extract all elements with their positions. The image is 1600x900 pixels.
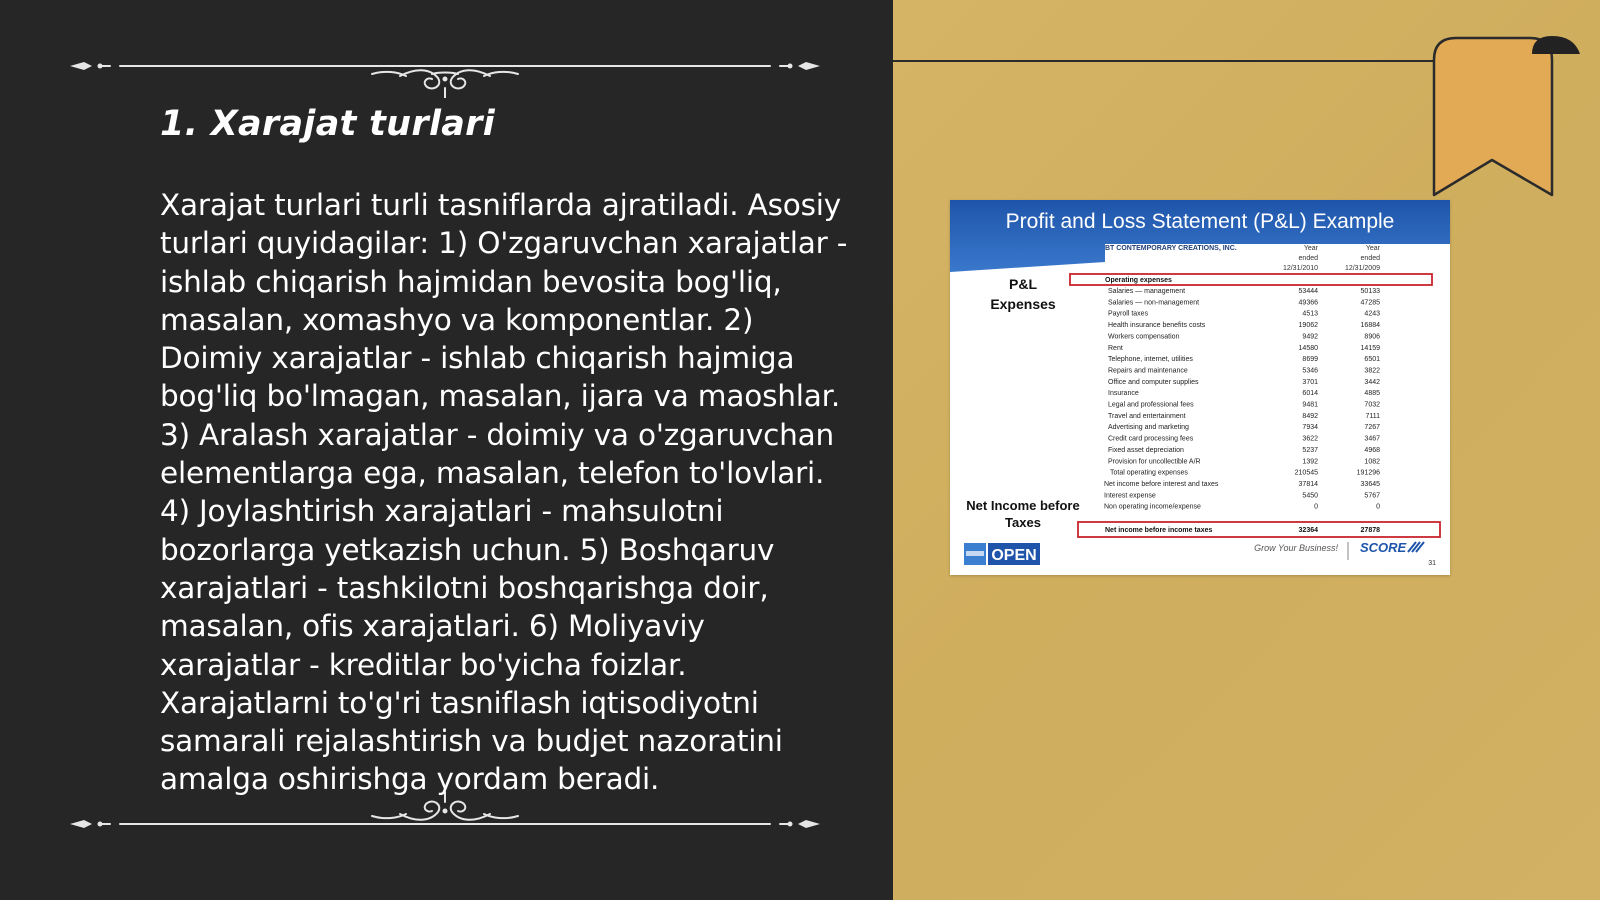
pl-row-value-2010: 5237	[1302, 446, 1318, 454]
slide-title: 1. Xarajat turlari	[160, 104, 496, 144]
right-divider-line	[893, 60, 1448, 62]
score-logo-icon	[1408, 542, 1424, 552]
pl-row-label: Workers compensation	[1108, 333, 1180, 341]
pl-row-label: Repairs and maintenance	[1108, 367, 1188, 375]
pl-row-value-2010: 1392	[1302, 458, 1318, 466]
pl-row-value-2010: 14580	[1298, 344, 1318, 352]
pl-row-value-2009: 16884	[1360, 322, 1380, 330]
pl-row-label: Salaries — non-management	[1108, 299, 1200, 307]
pl-row-value-2009: 14159	[1360, 344, 1380, 352]
pl-row-value-2010: 4513	[1302, 310, 1318, 318]
pl-row-label: Interest expense	[1104, 492, 1156, 500]
pl-statement-image	[950, 200, 1450, 575]
pl-row-label: Telephone, internet, utilities	[1108, 356, 1193, 364]
pl-side-label-expenses: Expenses	[990, 296, 1056, 312]
pl-col2-head-l3: 12/31/2009	[1344, 265, 1380, 272]
pl-side-label-net2: Taxes	[1005, 515, 1041, 530]
pl-row-value-2009: 7111	[1365, 412, 1380, 420]
pl-row-label: Insurance	[1108, 390, 1139, 398]
pl-side-label-net1: Net Income before	[966, 498, 1080, 513]
pl-row-label: Rent	[1108, 344, 1123, 352]
pl-row-value-2009: 7267	[1364, 424, 1380, 432]
pl-row-value-2009: 0	[1376, 503, 1380, 511]
pl-col1-head-l3: 12/31/2010	[1282, 265, 1318, 272]
pl-row-label: Credit card processing fees	[1108, 435, 1194, 443]
pl-row-value-2010: 3701	[1302, 378, 1318, 386]
pl-row-value-2010: 9492	[1302, 333, 1318, 341]
pl-col2-head-l2: ended	[1360, 255, 1380, 262]
pl-row-value-2009: 4243	[1364, 310, 1380, 318]
pl-side-label-pl: P&L	[1009, 276, 1037, 292]
pl-row-value-2009: 47285	[1360, 299, 1380, 307]
pl-row-value-2009: 4968	[1364, 446, 1380, 454]
pl-row-value-2010: 19062	[1298, 322, 1318, 330]
pl-row-value-2009: 3467	[1364, 435, 1380, 443]
pl-row-value-2010: 8699	[1302, 356, 1318, 364]
pl-net-row-label: Net income before income taxes	[1105, 527, 1213, 534]
pl-row-value-2009: 191296	[1356, 469, 1380, 477]
pl-col1-head-l1: Year	[1303, 245, 1318, 252]
pl-company-name: BT CONTEMPORARY CREATIONS, INC.	[1105, 245, 1237, 252]
pl-row-value-2010: 7934	[1302, 424, 1318, 432]
pl-row-value-2009: 3822	[1364, 367, 1380, 375]
pl-row-value-2010: 210545	[1294, 469, 1318, 477]
pl-row-value-2010: 53444	[1298, 288, 1318, 295]
pl-row-value-2009: 50133	[1360, 288, 1380, 295]
pl-row-label: Travel and entertainment	[1108, 412, 1186, 420]
pl-row-value-2010: 3622	[1302, 435, 1318, 443]
pl-net-row-v1: 32364	[1298, 527, 1318, 534]
score-logo-text: SCORE	[1360, 540, 1407, 555]
pl-col2-head-l1: Year	[1365, 245, 1380, 252]
pl-page-number: 31	[1428, 560, 1436, 567]
pl-row-value-2010: 49366	[1298, 299, 1318, 307]
pl-row-value-2010: 37814	[1298, 480, 1318, 488]
pl-row-label: Net income before interest and taxes	[1104, 480, 1219, 488]
pl-row-label: Advertising and marketing	[1108, 424, 1189, 432]
slide-body-text: Xarajat turlari turli tasniflarda ajratiladi. Asosiy turlari quyidagilar: 1) O'zgaruvchan xarajatlar - ishlab chiqarish hajmidan bevosita bog'liq, masalan, xomashyo va komponentlar. 2) Doimiy xarajatlar - ishlab chiqarish hajmiga bog'liq bo'lmagan, masalan, ijara va maoshlar. 3) Aralash xarajatlar - doimiy va o'zgaruvchan elementlarga ega, masalan, telefon to'lovlari. 4) Joylashtirish xarajatlari - mahsulotni bozorlarga yetkazish uchun. 5) Boshqaruv xarajatlari - tashkilotni boshqarishga doir, masalan, ofis xarajatlari. 6) Moliyaviy xarajatlar - kreditlar bo'yicha foizlar. Xarajatlarni to'g'ri tasniflash iqtisodiyotni samarali rejalashtirish va budjet nazoratini amalga oshirishga yordam beradi.	[160, 188, 848, 797]
pl-row-label: Payroll taxes	[1108, 310, 1149, 318]
pl-row-value-2009: 5767	[1364, 492, 1380, 500]
pl-row-label: Total operating expenses	[1110, 469, 1188, 477]
bookmark-ribbon-icon	[1430, 30, 1600, 205]
pl-row-value-2009: 8906	[1364, 333, 1380, 341]
pl-row-label: Provision for uncollectible A/R	[1108, 458, 1201, 466]
pl-row-value-2010: 5450	[1302, 492, 1318, 500]
pl-row-label: Non operating income/expense	[1104, 503, 1201, 511]
pl-net-row-v2: 27878	[1360, 527, 1380, 534]
pl-row-label: Fixed asset depreciation	[1108, 446, 1184, 454]
pl-row-value-2010: 9481	[1302, 401, 1318, 409]
pl-row-value-2010: 8492	[1302, 412, 1318, 420]
pl-heading: Profit and Loss Statement (P&L) Example	[1005, 210, 1395, 233]
pl-row-value-2009: 33645	[1360, 480, 1380, 488]
pl-row-label: Office and computer supplies	[1108, 378, 1199, 386]
pl-col1-head-l2: ended	[1298, 255, 1318, 262]
pl-row-label: Salaries — management	[1108, 288, 1186, 295]
pl-row-value-2009: 6501	[1364, 356, 1380, 364]
pl-row-label: Legal and professional fees	[1108, 401, 1194, 409]
pl-row-value-2009: 1082	[1364, 458, 1380, 466]
top-ornament-divider	[60, 48, 830, 98]
pl-section-header: Operating expenses	[1105, 277, 1172, 284]
pl-tagline: Grow Your Business!	[1254, 543, 1338, 553]
open-logo-text: OPEN	[991, 547, 1037, 564]
pl-row-value-2010: 0	[1314, 503, 1318, 511]
pl-row-value-2010: 5346	[1302, 367, 1318, 375]
pl-row-label: Health insurance benefits costs	[1108, 322, 1206, 330]
pl-row-value-2009: 7032	[1364, 401, 1380, 409]
pl-row-value-2009: 3442	[1364, 378, 1380, 386]
pl-row-value-2009: 4885	[1364, 390, 1380, 398]
pl-row-value-2010: 6014	[1302, 390, 1318, 398]
